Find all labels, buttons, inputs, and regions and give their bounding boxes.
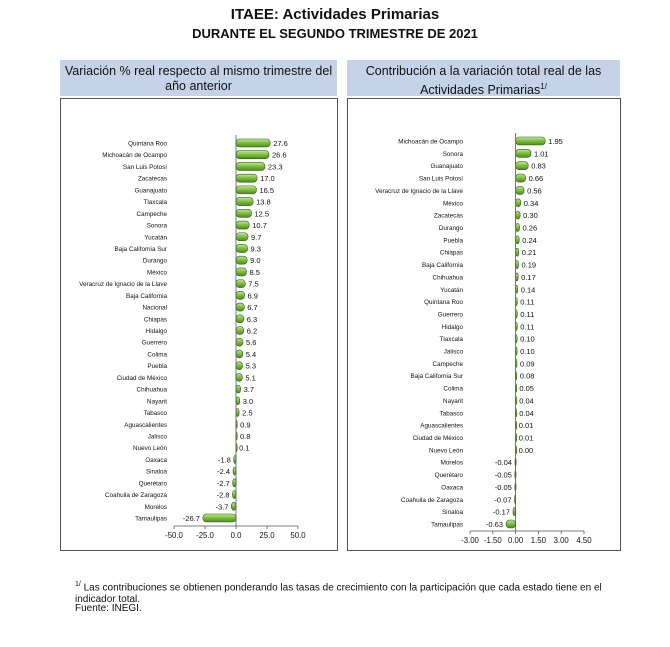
category-label: Coahuila de Zaragoza [105, 492, 167, 500]
bar [233, 491, 236, 499]
bar [236, 315, 244, 323]
category-label: Veracruz de Ignacio de la Llave [79, 281, 167, 289]
value-label: 27.6 [273, 139, 288, 148]
value-label: 0.24 [522, 235, 537, 245]
bar [236, 373, 242, 381]
category-label: México [147, 269, 167, 277]
value-label: -26.7 [182, 514, 200, 523]
category-label: Baja California [126, 292, 167, 300]
tick-label: 0.0 [230, 531, 242, 540]
bar [236, 350, 243, 358]
footnote-text: Las contribuciones se obtienen ponderando las tasas de crecimiento con la participación que cada estado tiene en el indicador total. [75, 582, 602, 606]
category-label: Jalisco [443, 348, 463, 356]
right-panel-title: Contribución a la variación total real de las Actividades Primarias [365, 64, 602, 98]
category-label: Nayarit [147, 398, 167, 406]
category-label: Sinaloa [441, 509, 463, 517]
value-label: -0.04 [494, 458, 512, 468]
source-text: Fuente: INEGI. [75, 603, 142, 614]
category-label: Oaxaca [441, 484, 463, 492]
category-label: Chihuahua [432, 274, 463, 282]
value-label: -3.7 [215, 502, 229, 512]
category-label: Aguascalientes [420, 422, 463, 430]
bar [236, 291, 245, 299]
value-label: 6.3 [246, 314, 258, 324]
value-label: 8.5 [249, 267, 260, 277]
variation-bar-chart [60, 98, 338, 551]
category-label: Tabasco [143, 410, 167, 418]
category-label: Sinaloa [145, 468, 167, 476]
value-label: 10.7 [252, 221, 267, 231]
category-label: Tabasco [439, 410, 463, 418]
value-label: 1.01 [533, 149, 549, 159]
category-label: Jalisco [147, 433, 167, 441]
category-label: Guerrero [141, 339, 167, 347]
tick-label: -50.0 [165, 531, 183, 540]
category-label: Campeche [432, 360, 463, 368]
category-label: Colima [147, 351, 167, 359]
category-label: Guanajuato [430, 163, 463, 171]
value-label: 0.10 [520, 334, 535, 344]
bar [516, 223, 520, 231]
category-label: Quintana Roo [424, 299, 463, 307]
category-label: Nuevo León [133, 445, 167, 453]
value-label: 12.5 [254, 209, 270, 219]
value-label: 0.10 [520, 347, 535, 357]
footnote [75, 579, 615, 606]
value-label: 0.09 [519, 359, 535, 369]
bar [203, 514, 236, 522]
category-label: Tamaulipas [431, 521, 463, 529]
value-label: 0.26 [522, 223, 538, 233]
tick-label: -25.0 [196, 531, 214, 540]
tick-label: 0.00 [508, 536, 524, 545]
value-label: -2.8 [216, 490, 230, 500]
category-label: Tamaulipas [135, 515, 167, 523]
category-label: Campeche [136, 210, 167, 218]
value-label: 5.1 [245, 373, 256, 383]
category-label: Puebla [443, 237, 463, 245]
category-label: Aguascalientes [124, 421, 167, 429]
category-label: Sonora [442, 150, 463, 158]
left-panel-title: Variación % real respecto al mismo trimestre del año anterior [64, 64, 333, 93]
category-label: Coahuila de Zaragoza [401, 496, 463, 504]
value-label: 13.8 [256, 197, 271, 207]
bar [236, 186, 256, 194]
value-label: -0.05 [494, 470, 512, 480]
category-label: Morelos [144, 503, 167, 511]
category-label: Hidalgo [441, 323, 463, 331]
bar [516, 186, 525, 194]
tick-label: 4.50 [576, 536, 592, 545]
category-label: Chihuahua [136, 386, 167, 394]
bar [236, 338, 243, 346]
bar [516, 199, 521, 207]
value-label: 1.95 [548, 137, 563, 146]
bar [516, 261, 519, 269]
bar [236, 362, 243, 370]
category-label: Querétaro [434, 472, 463, 480]
value-label: 17.0 [260, 174, 275, 184]
value-label: 0.08 [519, 371, 535, 381]
category-label: Ciudad de México [116, 374, 167, 382]
value-label: 0.30 [523, 211, 538, 221]
value-label: 0.34 [523, 198, 539, 208]
value-label: 0.19 [521, 260, 537, 270]
bar [236, 244, 248, 252]
value-label: -0.07 [494, 495, 512, 505]
value-label: 0.04 [519, 396, 534, 406]
value-label: -1.8 [217, 455, 231, 465]
category-label: Yucatán [144, 234, 167, 242]
category-label: Zacatecas [433, 212, 463, 220]
value-label: 23.3 [267, 162, 283, 172]
category-label: Querétaro [138, 480, 167, 488]
value-label: 0.8 [239, 431, 251, 441]
right-panel-footnote-marker: 1/ [540, 82, 547, 91]
bar [236, 209, 252, 217]
value-label: 6.9 [247, 291, 258, 301]
value-label: 3.7 [243, 385, 255, 395]
value-label: 0.56 [527, 186, 542, 196]
value-label: -0.17 [492, 507, 511, 517]
category-label: Yucatán [440, 286, 463, 294]
footnote-marker: 1/ [75, 581, 81, 588]
bar [516, 149, 531, 157]
category-label: Baja California [422, 262, 463, 270]
value-label: 0.17 [521, 272, 536, 282]
category-label: Zacatecas [137, 175, 167, 183]
value-label: 0.00 [518, 445, 534, 455]
bar [231, 502, 236, 510]
bar [236, 256, 247, 264]
value-label: 26.6 [271, 150, 287, 160]
bar [236, 397, 240, 405]
tick-label: 25.0 [259, 531, 275, 540]
value-label: 0.01 [518, 433, 534, 443]
value-label: 0.66 [528, 174, 544, 184]
category-label: Tlaxcala [439, 336, 463, 344]
value-label: 0.83 [531, 161, 546, 171]
bar [236, 233, 248, 241]
bar [516, 162, 529, 170]
category-label: Chiapas [143, 316, 167, 324]
value-label: 0.04 [519, 408, 534, 418]
category-label: Tlaxcala [143, 199, 167, 207]
category-label: Colima [443, 385, 463, 393]
value-label: 2.5 [242, 408, 253, 418]
bar [236, 268, 247, 276]
value-label: 0.11 [520, 309, 535, 319]
bar [236, 221, 249, 229]
bar [236, 162, 265, 170]
value-label: -0.63 [485, 520, 504, 529]
tick-label: -1.50 [483, 536, 502, 545]
contribution-bar-chart [347, 98, 621, 551]
category-label: Guanajuato [134, 187, 167, 195]
value-label: 9.3 [250, 244, 261, 254]
category-label: Michoacán de Ocampo [398, 138, 463, 146]
right-panel-header [347, 60, 620, 96]
category-label: Hidalgo [145, 328, 167, 335]
value-label: 16.5 [259, 185, 275, 195]
category-label: Baja California Sur [114, 245, 167, 253]
chart-title: ITAEE: Actividades Primarias [230, 6, 440, 23]
source-note [75, 603, 142, 615]
category-label: San Luis Potosí [122, 163, 167, 171]
bar [236, 139, 270, 147]
bar [516, 174, 526, 182]
value-label: -0.05 [494, 482, 512, 492]
tick-label: 3.00 [553, 536, 569, 545]
value-label: 0.14 [520, 285, 536, 295]
category-label: Puebla [147, 363, 167, 371]
bar [236, 303, 244, 311]
category-label: Nayarit [443, 397, 463, 405]
value-label: 9.7 [251, 232, 262, 242]
bar [516, 248, 519, 256]
category-label: San Luis Potosí [418, 175, 463, 183]
bar [236, 151, 269, 159]
value-label: 0.1 [239, 443, 250, 453]
category-label: Morelos [440, 459, 463, 467]
bar [236, 327, 244, 335]
value-label: 0.11 [520, 322, 535, 332]
value-label: 0.21 [521, 248, 537, 258]
value-label: 0.11 [520, 297, 535, 307]
value-label: 9.0 [250, 256, 261, 266]
category-label: Durango [142, 257, 167, 265]
value-label: 6.7 [247, 303, 258, 313]
tick-label: -3.00 [461, 536, 479, 545]
bar [236, 409, 239, 417]
value-label: 0.01 [518, 421, 534, 431]
category-label: Nacional [142, 304, 167, 312]
bar [236, 385, 241, 393]
left-panel-header [60, 60, 337, 96]
category-label: Oaxaca [145, 456, 167, 464]
bar [516, 137, 546, 145]
category-label: Baja California Sur [410, 373, 463, 381]
category-label: Sonora [146, 222, 167, 230]
tick-label: 50.0 [290, 531, 306, 540]
value-label: -2.7 [216, 478, 230, 488]
bar [506, 520, 516, 528]
value-label: 3.0 [242, 396, 254, 406]
category-label: Michoacán de Ocampo [102, 152, 167, 160]
category-label: Nuevo León [429, 447, 463, 455]
category-label: Veracruz de Ignacio de la Llave [375, 187, 463, 195]
bar [236, 174, 257, 182]
bar [233, 467, 236, 475]
value-label: 6.2 [246, 326, 258, 336]
category-label: México [443, 200, 463, 208]
value-label: 5.4 [245, 349, 257, 359]
category-label: Chiapas [439, 249, 463, 257]
value-label: 5.6 [245, 338, 257, 348]
bar [233, 479, 236, 487]
value-label: 5.3 [245, 361, 257, 371]
category-label: Ciudad de México [412, 435, 463, 443]
bar [236, 198, 253, 206]
category-label: Guerrero [437, 311, 463, 319]
category-label: Durango [438, 224, 463, 232]
value-label: 7.5 [248, 279, 259, 289]
category-label: Quintana Roo [128, 140, 167, 148]
bar [236, 280, 245, 288]
value-label: 0.9 [240, 420, 251, 430]
value-label: -2.4 [217, 467, 231, 477]
bar [516, 211, 521, 219]
tick-label: 1.50 [530, 536, 546, 545]
value-label: 0.05 [519, 384, 534, 394]
bar [516, 236, 520, 244]
chart-subtitle: DURANTE EL SEGUNDO TRIMESTRE DE 2021 [192, 26, 478, 41]
